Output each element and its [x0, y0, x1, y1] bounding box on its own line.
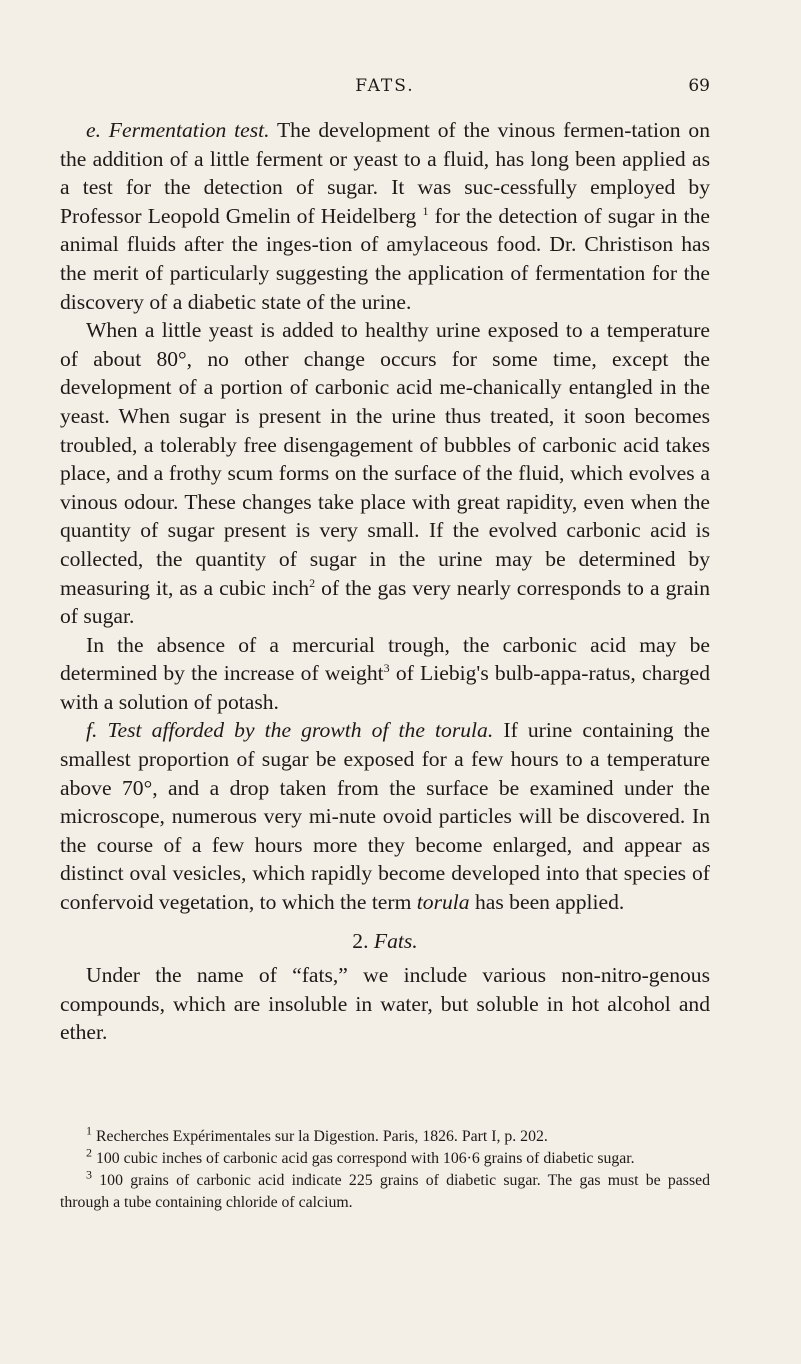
section-f-label: f.	[86, 718, 98, 743]
footnote-3	[60, 1167, 711, 1214]
footnote-1	[60, 1123, 710, 1148]
paragraph-fermentation-intro	[60, 116, 710, 316]
paragraph-torula	[60, 716, 710, 916]
footnote-2	[60, 1145, 710, 1170]
paragraph-yeast	[60, 316, 710, 631]
paragraph-text: of the gas very nearly corresponds to a grain of sugar.	[60, 575, 710, 629]
paragraph-text: The development of the vinous fermen-tation on the addition of a little ferment or yeast to a fluid, has long been applied as a test for the detection of sugar. It was suc-cessfully employed by Professor Leopold Gmelin of Heidelberg	[60, 118, 710, 228]
paragraph-fats	[60, 961, 710, 1047]
section-e-title: Fermentation test.	[108, 118, 270, 142]
footnotes	[60, 1123, 711, 1214]
paragraph-text: for the detection of sugar in the animal fluids after the inges-tion of amylaceous food. Dr. Christison has the merit of particularly suggesting the application of fermentation for the discovery of a diabetic state of the urine.	[60, 203, 711, 314]
footnote-marker-2: 2	[309, 575, 316, 590]
paragraph-text: has been applied.	[475, 890, 625, 915]
footnote-mark: 2	[86, 1145, 92, 1160]
torula-term: torula	[416, 890, 470, 915]
paragraph-text: Under the name of “fats,” we include various non-nitro-genous compounds, which are insoluble in water, but soluble in hot alcohol and ether.	[60, 963, 710, 1045]
paragraph-text: If urine containing the smallest proportion of sugar be exposed for a few hours to a temperature above 70°, and a drop taken from the surface be examined under the microscope, numerous very mi-nute ovoid particles will be discovered. In the course of a few hours more they become enlarged, and appear as distinct oval vesicles, which rapidly become developed into that species of confervoid vegetation, to which the term	[60, 718, 711, 915]
paragraph-text: of Liebig's bulb-appa-ratus, charged with a solution of potash.	[60, 661, 710, 714]
footnote-marker-3: 3	[383, 661, 390, 676]
section-heading-fats	[60, 927, 710, 956]
page-header	[60, 76, 710, 100]
paragraph-mercurial-trough	[60, 631, 710, 717]
heading-title: Fats.	[373, 928, 418, 953]
heading-number: 2.	[352, 928, 369, 953]
section-f-title: Test afforded by the growth of the torula.	[107, 718, 494, 743]
footnote-text: 100 cubic inches of carbonic acid gas correspond with 106·6 grains of diabetic sugar.	[95, 1150, 635, 1167]
footnote-text: 100 grains of carbonic acid indicate 225 grains of diabetic sugar. The gas must be passed through a tube containing chloride of calcium.	[60, 1172, 711, 1211]
section-e-label: e.	[86, 118, 101, 142]
paragraph-text: When a little yeast is added to healthy urine exposed to a temperature of about 80°, no other change occurs for some time, except the development of a portion of carbonic acid me-chanically entangled in the yeast. When sugar is present in the urine thus treated, it soon becomes troubled, a tolerably free disengagement of bubbles of carbonic acid takes place, and a frothy scum forms on the surface of the fluid, which evolves a vinous odour. These changes take place with great rapidity, even when the quantity of sugar present is very small. If the evolved carbonic acid is collected, the quantity of sugar in the urine may be determined by measuring it, as a cubic inch	[60, 318, 710, 600]
footnote-mark: 1	[86, 1123, 92, 1138]
page-number: 69	[688, 76, 710, 96]
running-head: FATS.	[355, 76, 415, 96]
footnote-marker-1: 1	[422, 203, 429, 218]
footnote-mark: 3	[86, 1167, 92, 1182]
paragraph-text: In the absence of a mercurial trough, the carbonic acid may be determined by the increase of weight	[60, 632, 710, 686]
body-text	[60, 116, 710, 1047]
footnote-text: Recherches Expérimentales sur la Digestion. Paris, 1826. Part I, p. 202.	[95, 1128, 548, 1145]
